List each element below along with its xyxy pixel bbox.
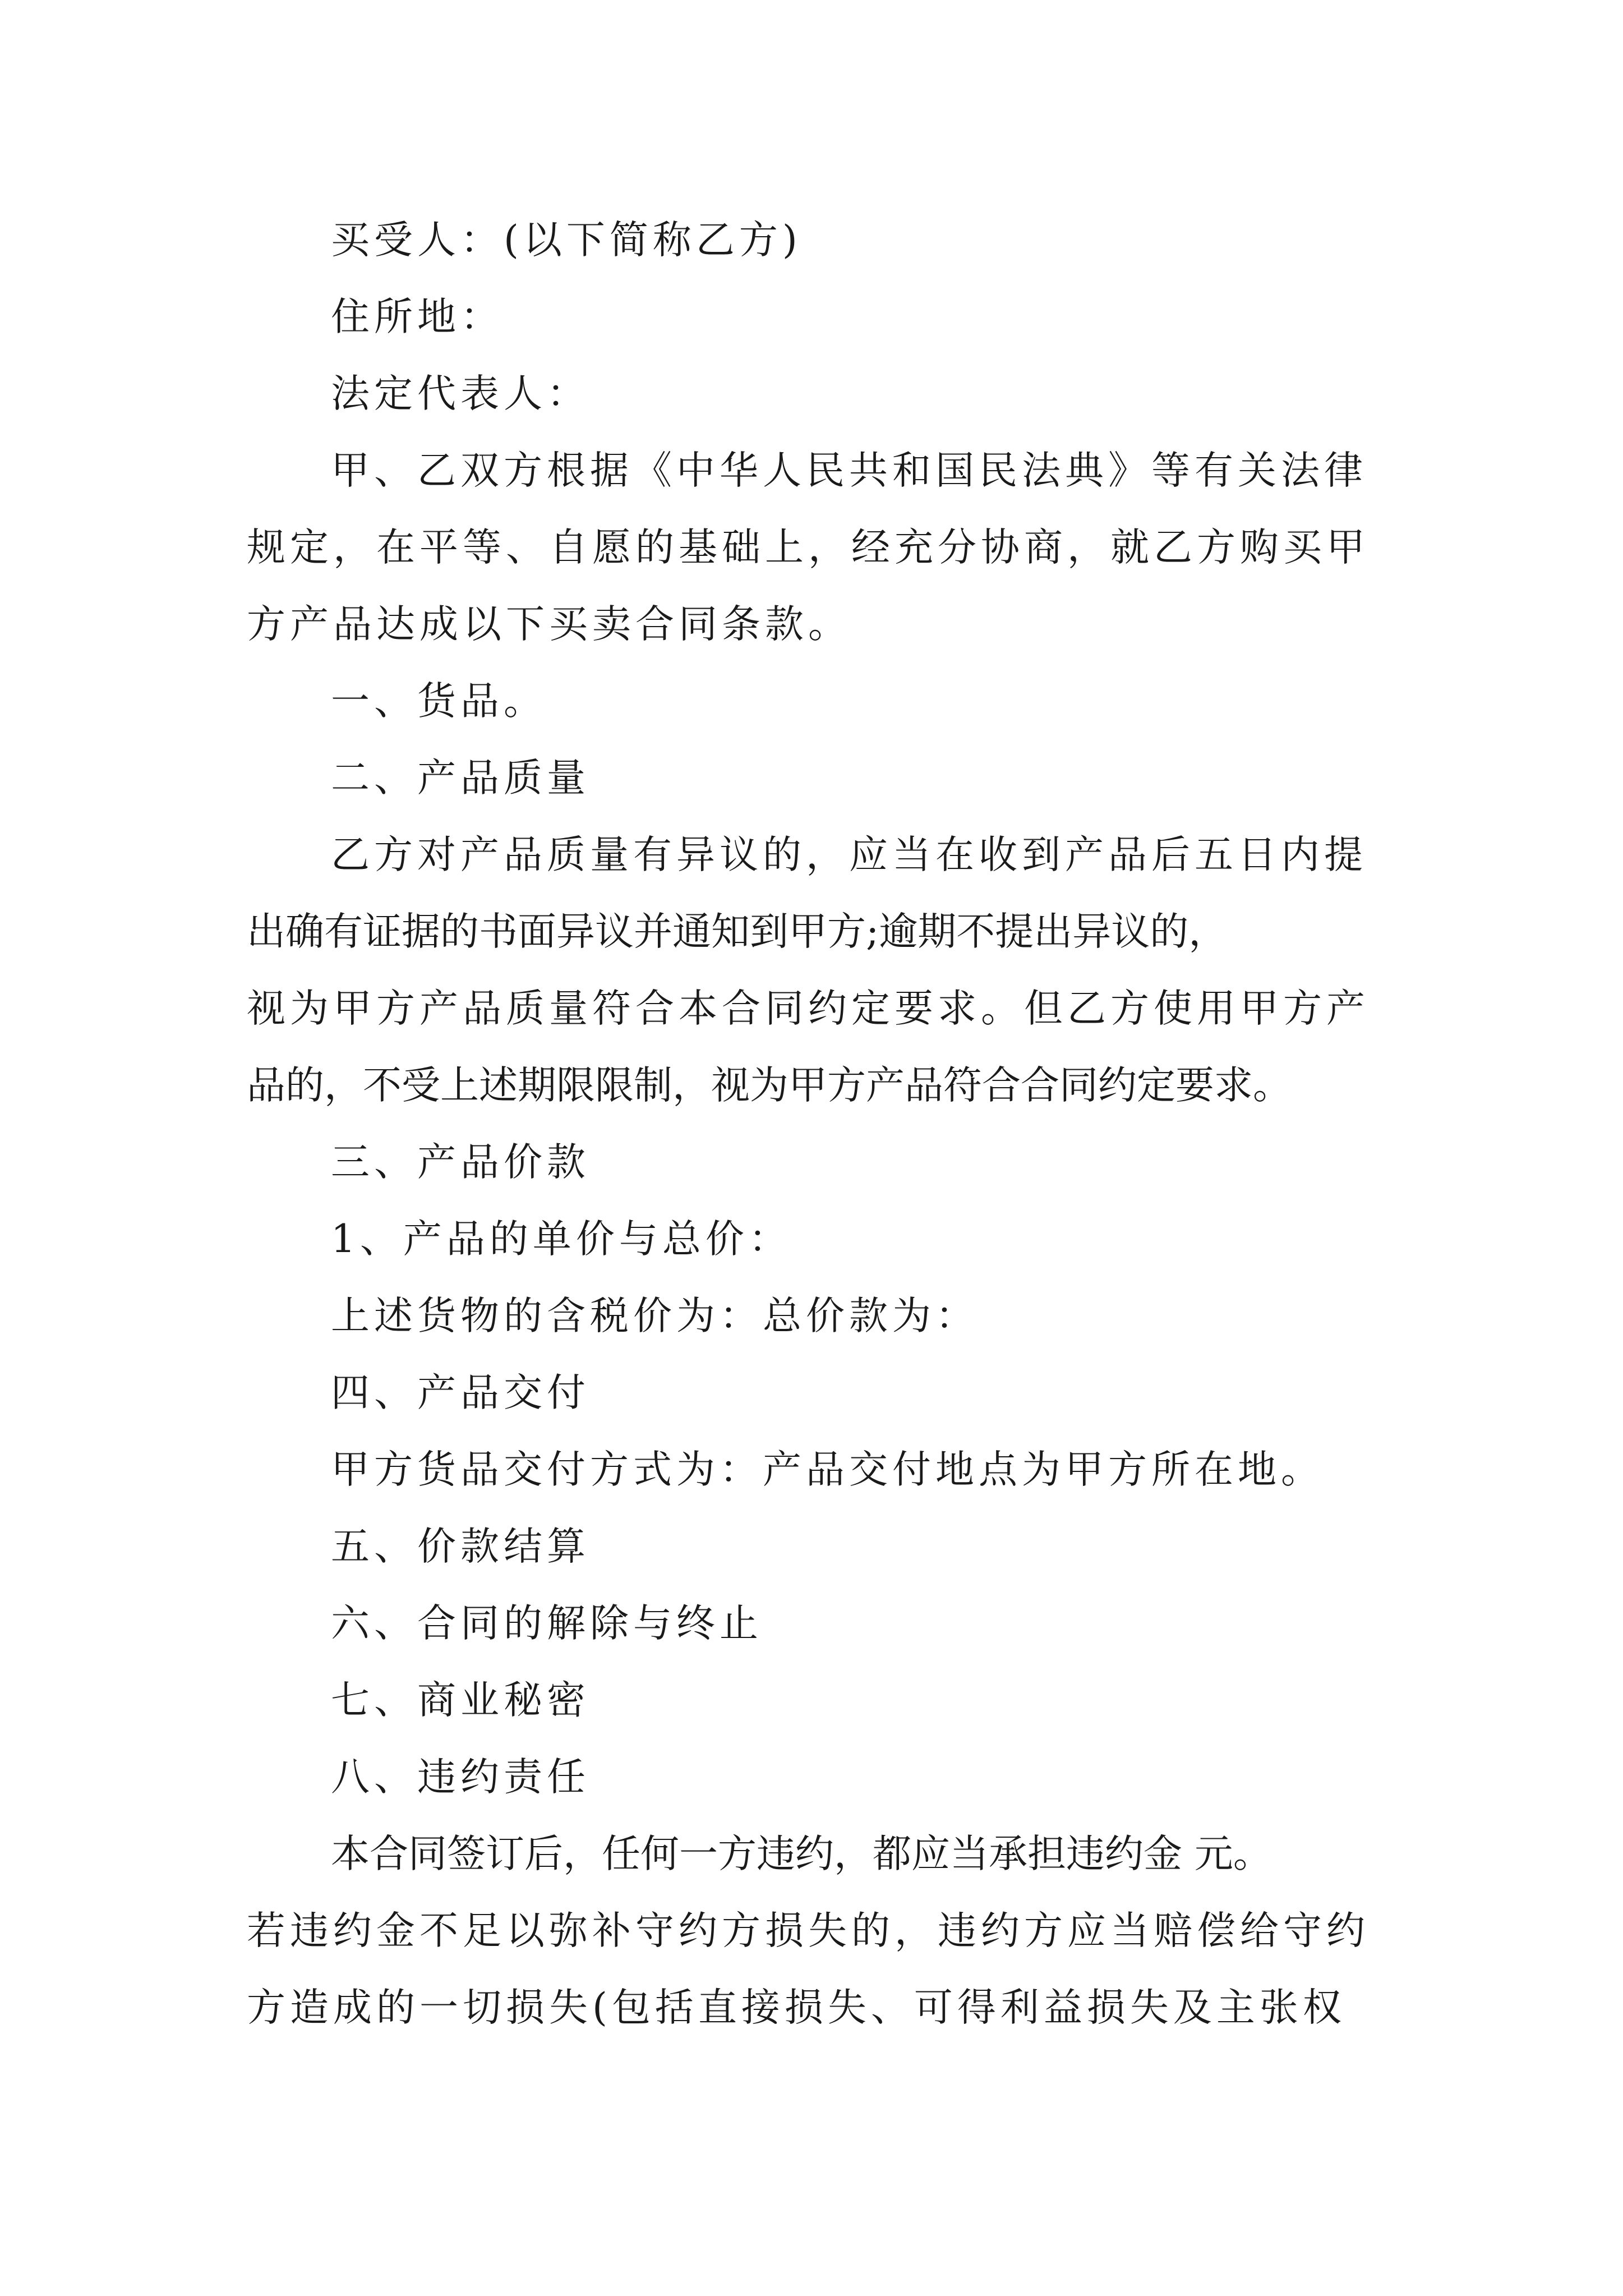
quality-paragraph-line-3: 视为甲方产品质量符合本合同约定要求。但乙方使用甲方产 [247, 986, 1370, 1031]
buyer-line: 买受人：(以下简称乙方) [331, 218, 802, 263]
liability-paragraph-line-3: 方造成的一切损失(包括直接损失、可得利益损失及主张权 [247, 1985, 1346, 2030]
preamble-line-3: 方产品达成以下买卖合同条款。 [247, 602, 851, 647]
quality-paragraph-line-2: 出确有证据的书面异议并通知到甲方;逾期不提出异议的， [247, 909, 1228, 954]
preamble-line-2: 规定，在平等、自愿的基础上，经充分协商，就乙方购买甲 [247, 525, 1370, 570]
section-4-heading: 四、产品交付 [331, 1370, 590, 1415]
liability-paragraph-line-1: 本合同签订后，任何一方违约，都应当承担违约金 元。 [331, 1832, 1272, 1876]
delivery-detail-line: 甲方货品交付方式为：产品交付地点为甲方所在地。 [331, 1447, 1324, 1492]
liability-paragraph-line-2: 若违约金不足以弥补守约方损失的，违约方应当赔偿给守约 [247, 1908, 1370, 1953]
contract-body [247, 202, 1391, 2046]
section-8-heading: 八、违约责任 [331, 1755, 590, 1800]
legal-representative-line: 法定代表人： [331, 371, 590, 416]
quality-paragraph-line-1: 乙方对产品质量有异议的，应当在收到产品后五日内提 [331, 832, 1367, 877]
price-detail-line: 上述货物的含税价为：总价款为： [331, 1294, 979, 1338]
section-5-heading: 五、价款结算 [331, 1524, 590, 1569]
section-7-heading: 七、商业秘密 [331, 1678, 590, 1723]
quality-paragraph-line-4: 品的，不受上述期限限制，视为甲方产品符合合同约定要求。 [247, 1063, 1292, 1108]
section-6-heading: 六、合同的解除与终止 [331, 1601, 763, 1646]
price-item-1: 1、产品的单价与总价： [331, 1217, 792, 1262]
address-line: 住所地： [331, 295, 504, 339]
section-1-heading: 一、货品。 [331, 679, 547, 724]
section-2-heading: 二、产品质量 [331, 756, 590, 800]
preamble-line-1: 甲、乙双方根据《中华人民共和国民法典》等有关法律 [331, 448, 1367, 493]
section-3-heading: 三、产品价款 [331, 1140, 590, 1185]
